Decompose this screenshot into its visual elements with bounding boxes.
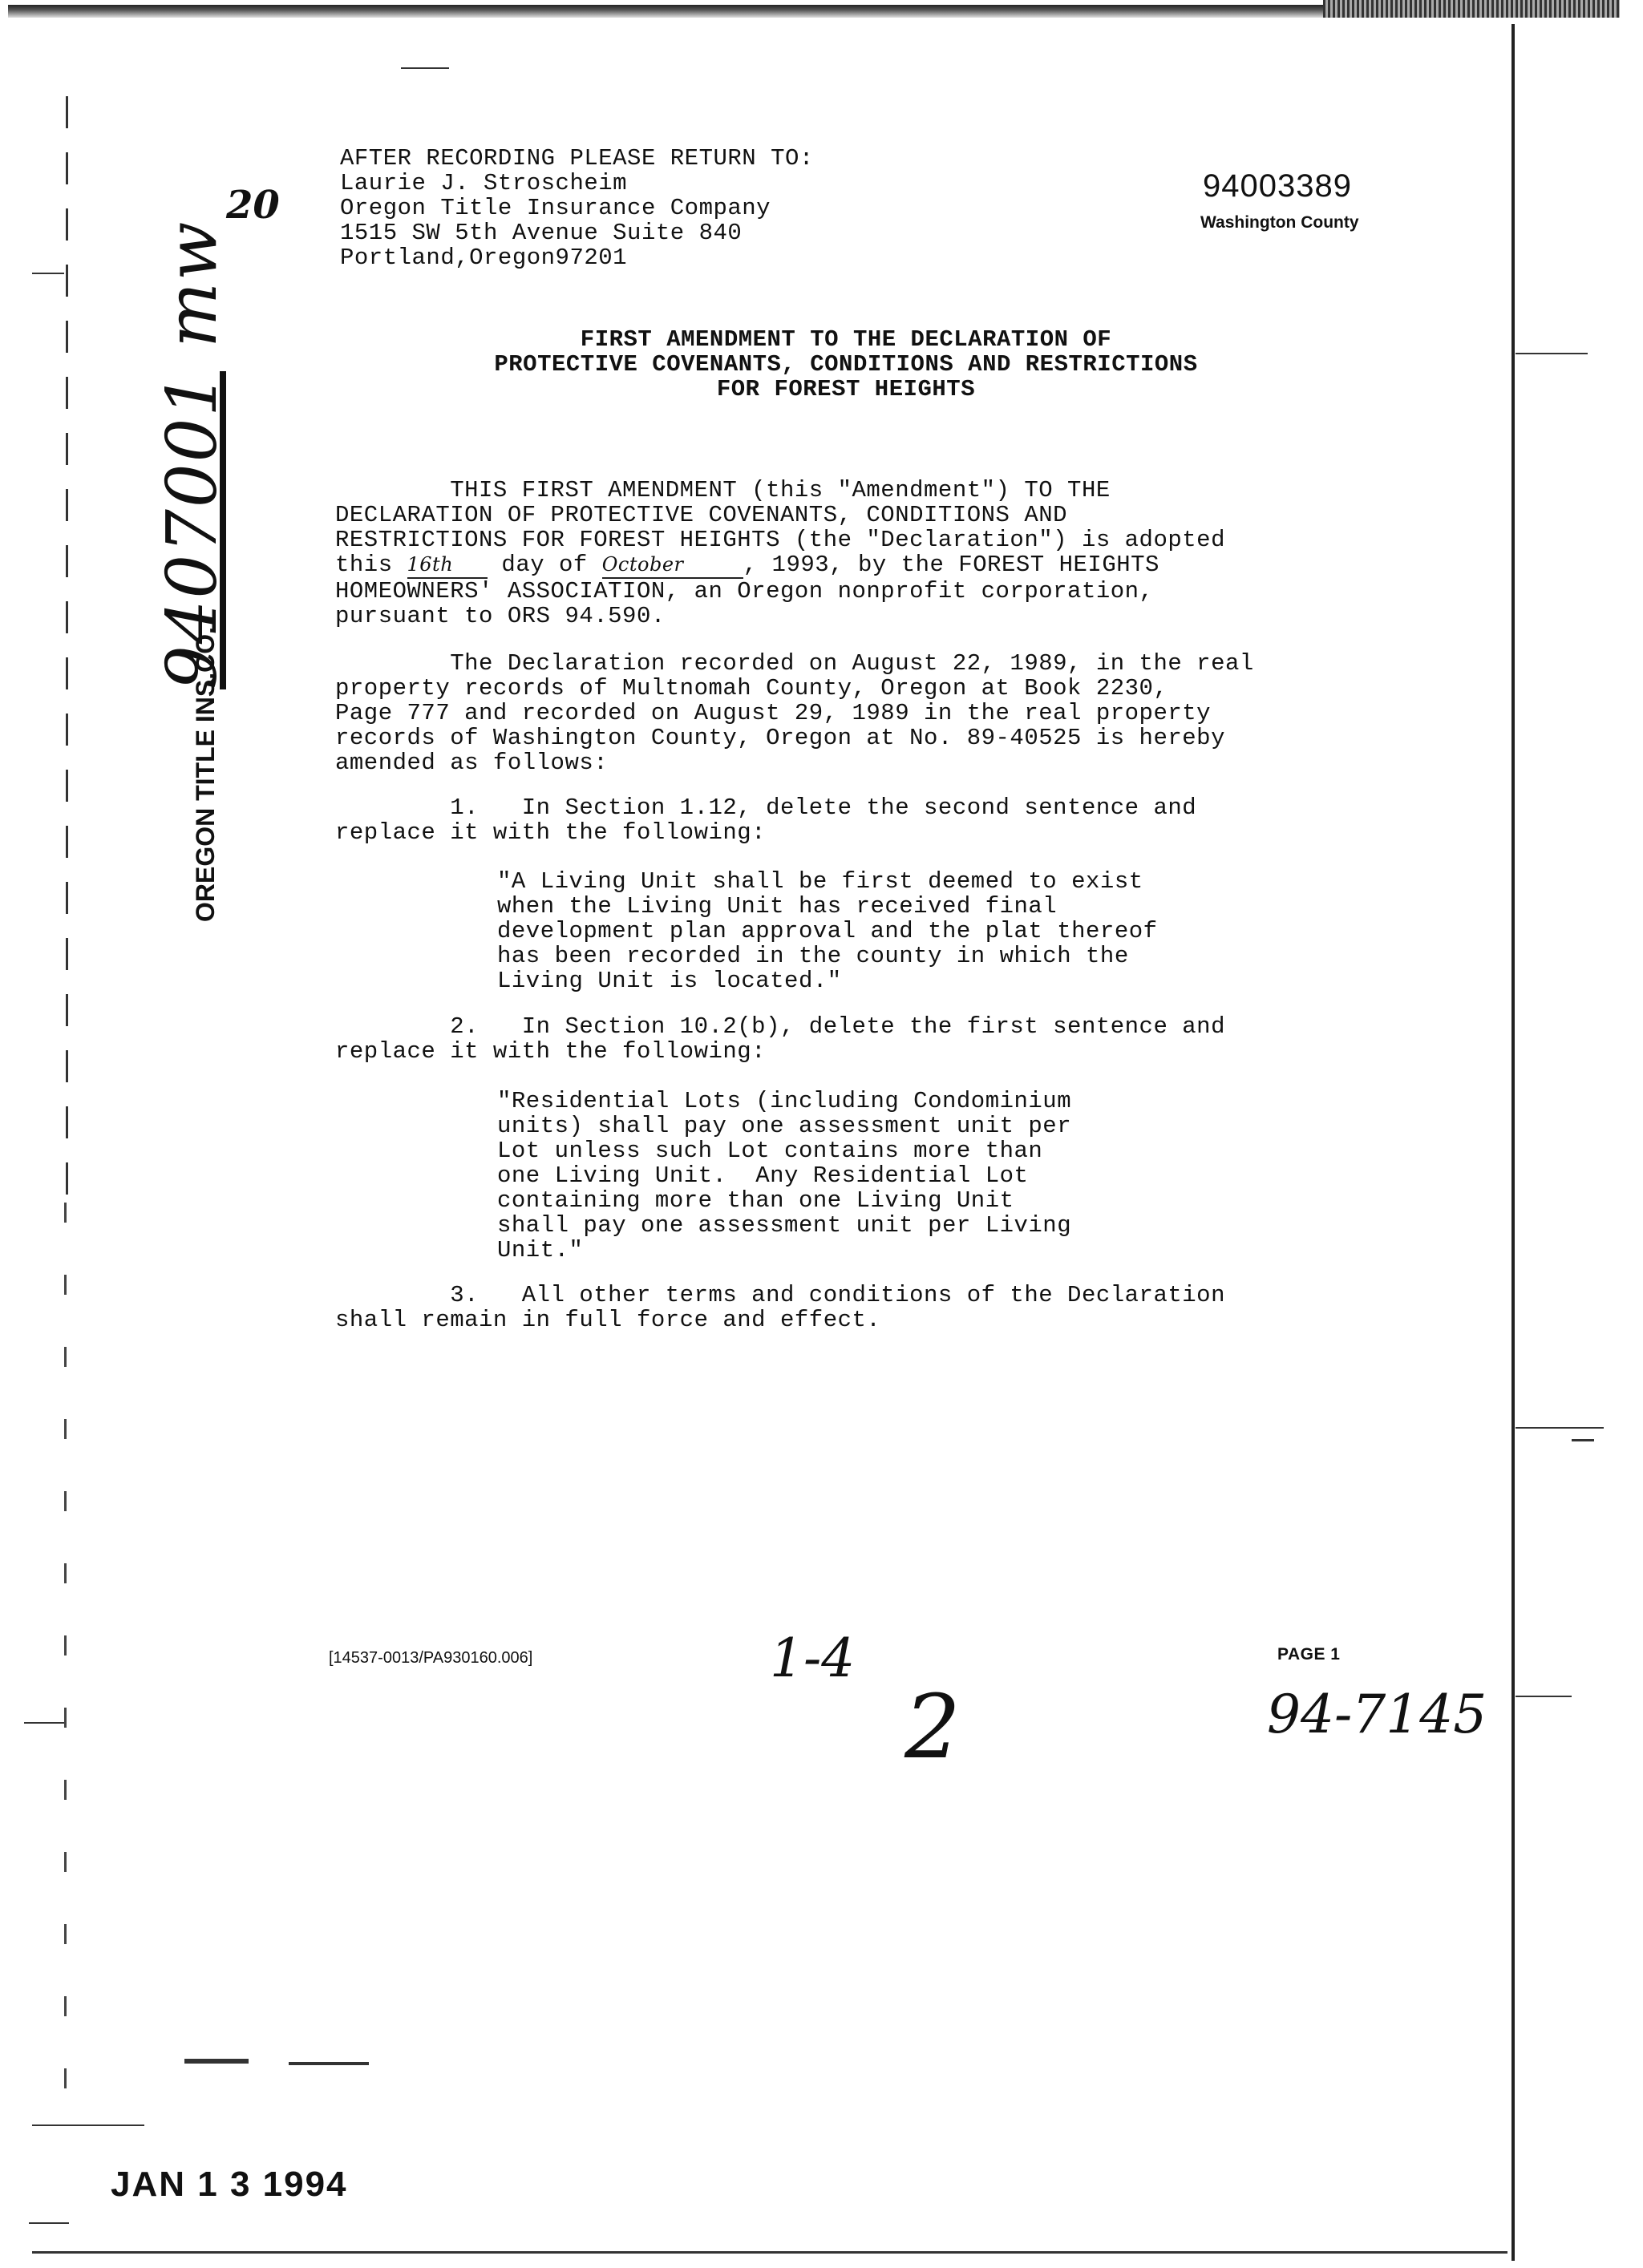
item-line: 3. All other terms and conditions of the Declaration — [335, 1282, 1225, 1308]
margin-tick — [24, 1722, 64, 1724]
item-line: 1. In Section 1.12, delete the second sentence and — [335, 794, 1197, 821]
quote-line: Living Unit is located." — [497, 968, 842, 994]
quote-line: "Residential Lots (including Condominium — [497, 1088, 1072, 1114]
quote-line: shall pay one assessment unit per Living — [497, 1212, 1072, 1239]
margin-tick — [1516, 1427, 1604, 1429]
return-address-block — [340, 146, 814, 270]
item-2-quote — [497, 1089, 1071, 1263]
item-2 — [335, 1014, 1370, 1064]
intro-line: day of — [487, 552, 602, 578]
recital-line: amended as follows: — [335, 750, 609, 776]
recital-line: property records of Multnomah County, Oregon at Book 2230, — [335, 675, 1168, 701]
margin-tick — [401, 67, 449, 69]
handwritten-number: 9407001 — [152, 370, 233, 689]
margin-tick — [29, 2222, 69, 2224]
month-fill-in: October — [601, 553, 684, 576]
quote-line: when the Living Unit has received final — [497, 893, 1058, 920]
title-line-3: FOR FOREST HEIGHTS — [716, 376, 976, 402]
item-1 — [335, 795, 1370, 845]
scan-bottom-edge — [32, 2251, 1507, 2254]
item-1-quote — [497, 869, 1158, 993]
handwritten-2: 2 — [904, 1676, 961, 1778]
item-3 — [335, 1283, 1370, 1332]
recital-paragraph — [335, 651, 1370, 775]
smudge — [289, 2062, 369, 2065]
recording-county: Washington County — [1200, 213, 1359, 232]
quote-line: containing more than one Living Unit — [497, 1187, 1014, 1214]
day-blank — [407, 552, 488, 579]
item-line: 2. In Section 10.2(b), delete the first sentence and — [335, 1013, 1225, 1040]
date-stamp: JAN 1 3 1994 — [111, 2165, 348, 2204]
recital-line: The Declaration recorded on August 22, 1989, in the real — [335, 650, 1254, 677]
item-line: replace it with the following: — [335, 1038, 767, 1065]
quote-line: one Living Unit. Any Residential Lot — [497, 1162, 1029, 1189]
quote-line: "A Living Unit shall be first deemed to exist — [497, 868, 1143, 895]
intro-line: DECLARATION OF PROTECTIVE COVENANTS, CONDITIONS AND — [335, 502, 1068, 528]
smudge — [184, 2059, 249, 2064]
quote-line: development plan approval and the plat thereof — [497, 918, 1158, 944]
handwritten-initials: mw — [152, 220, 233, 348]
margin-tick — [32, 273, 64, 274]
intro-line: this — [335, 552, 407, 578]
recording-number: 94003389 — [1203, 168, 1352, 204]
recital-line: Page 777 and recorded on August 29, 1989 in the real property — [335, 700, 1212, 726]
quote-line: units) shall pay one assessment unit per — [497, 1113, 1072, 1139]
handwritten-document-number: 94-7145 — [1267, 1684, 1487, 1745]
scan-top-edge-noise — [1323, 0, 1620, 18]
item-line: replace it with the following: — [335, 819, 767, 846]
item-line: shall remain in full force and effect. — [335, 1307, 881, 1333]
document-title — [425, 327, 1267, 402]
page-number: PAGE 1 — [1277, 1645, 1341, 1664]
recital-line: records of Washington County, Oregon at No. 89-40525 is hereby — [335, 725, 1225, 751]
intro-line: RESTRICTIONS FOR FOREST HEIGHTS (the "Declaration") is adopted — [335, 527, 1225, 553]
handwritten-margin-number — [152, 220, 233, 689]
intro-line: pursuant to ORS 94.590. — [335, 603, 666, 629]
margin-tick — [1516, 1696, 1572, 1697]
margin-tick — [1516, 353, 1588, 354]
return-address: 1515 SW 5th Avenue Suite 840 — [340, 220, 743, 246]
intro-line: THIS FIRST AMENDMENT (this "Amendment") TO THE — [335, 477, 1111, 503]
quote-line: has been recorded in the county in which the — [497, 943, 1129, 969]
quote-line: Unit." — [497, 1237, 584, 1263]
month-blank — [602, 552, 743, 579]
scan-right-edge — [1511, 24, 1515, 2261]
intro-paragraph — [335, 478, 1370, 629]
handwritten-20: 20 — [226, 183, 280, 228]
return-city: Portland,Oregon97201 — [340, 245, 628, 271]
scan-left-marks — [66, 96, 68, 1219]
smudge — [1572, 1439, 1594, 1441]
margin-tick — [32, 2124, 144, 2126]
return-name: Laurie J. Stroscheim — [340, 170, 628, 196]
scan-left-marks-lower — [64, 1203, 67, 2124]
title-line-1: FIRST AMENDMENT TO THE DECLARATION OF — [580, 326, 1112, 353]
day-fill-in: 16th — [407, 553, 454, 576]
return-company: Oregon Title Insurance Company — [340, 195, 771, 221]
intro-line: HOMEOWNERS' ASSOCIATION, an Oregon nonprofit corporation, — [335, 578, 1154, 604]
title-line-2: PROTECTIVE COVENANTS, CONDITIONS AND RESTRICTIONS — [494, 351, 1198, 378]
title-company-stamp: OREGON TITLE INS.CO. — [191, 626, 220, 922]
document-reference: [14537-0013/PA930160.006] — [329, 1649, 533, 1667]
quote-line: Lot unless such Lot contains more than — [497, 1138, 1043, 1164]
intro-line: , 1993, by the FOREST HEIGHTS — [743, 552, 1159, 578]
return-to-label: AFTER RECORDING PLEASE RETURN TO: — [340, 145, 814, 172]
handwritten-page-range: 1-4 — [770, 1627, 856, 1689]
